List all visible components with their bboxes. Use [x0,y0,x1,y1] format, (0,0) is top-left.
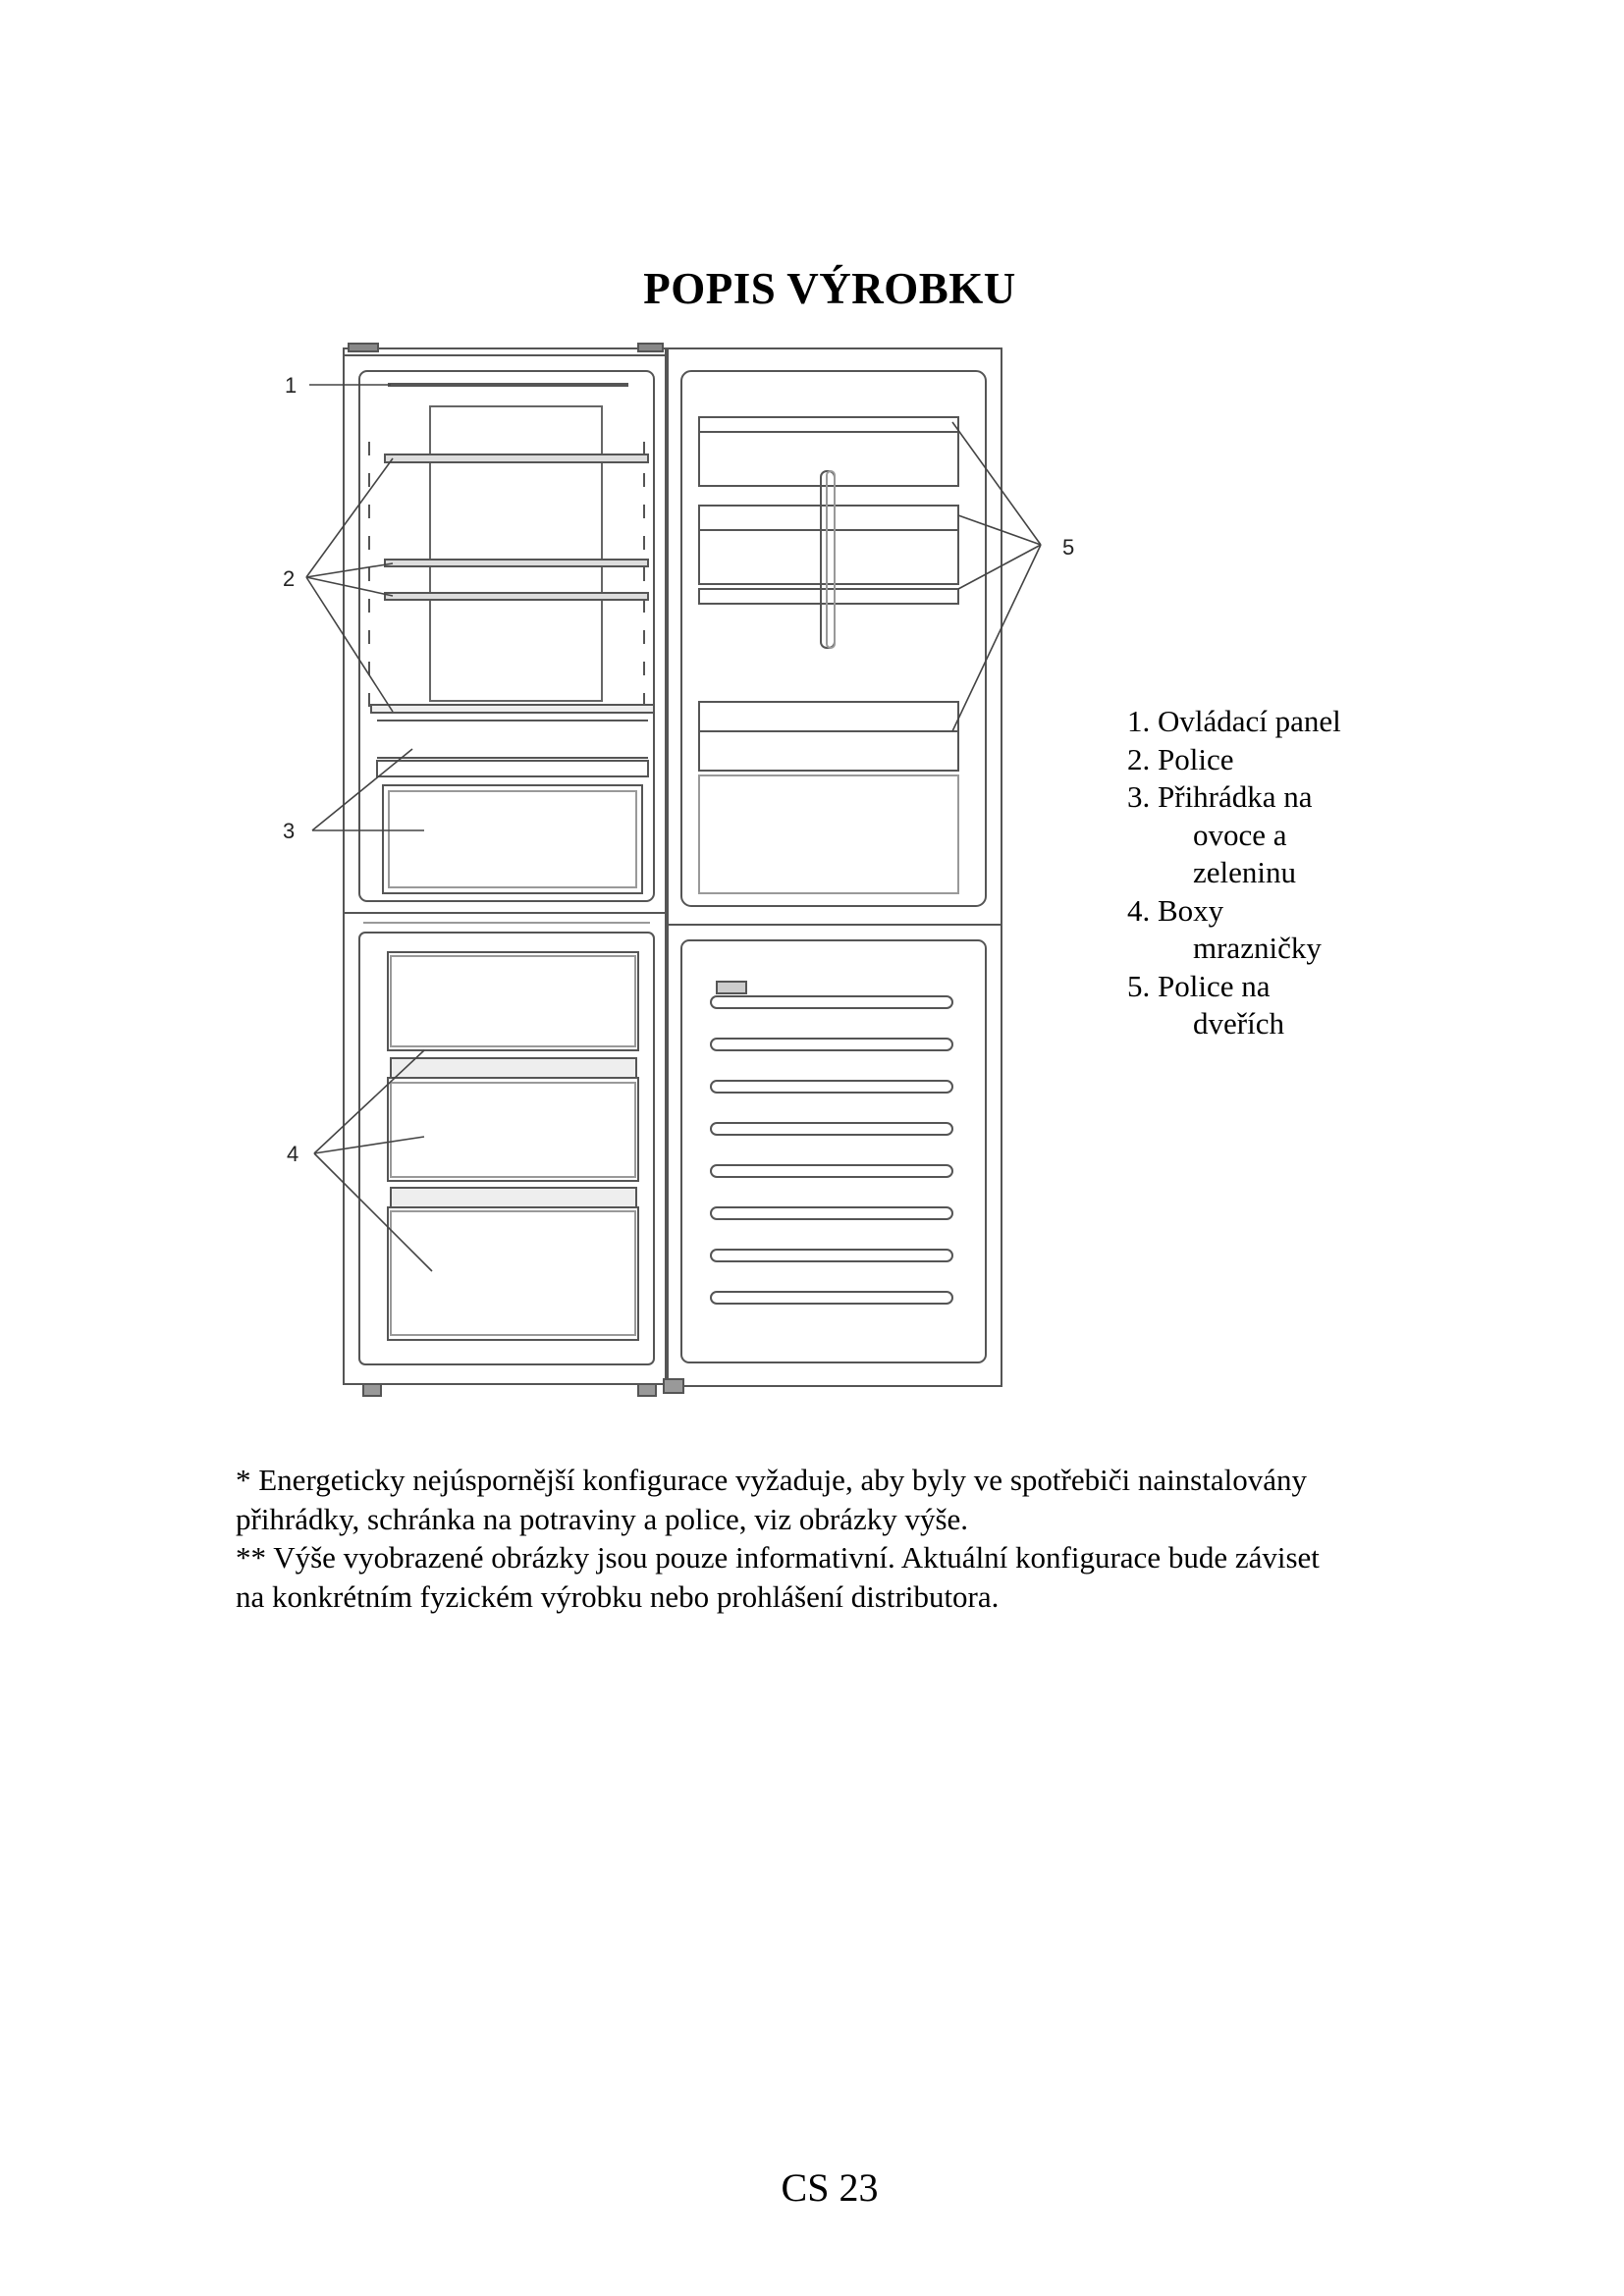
legend-item-5-cont: dveřích [1193,1006,1284,1041]
legend-item-5: 5. Police na [1127,968,1271,1003]
freezer-drawer [388,1207,638,1340]
note-line: na konkrétním fyzickém výrobku nebo prohlášení distributora. [236,1578,1000,1614]
display-icon [717,982,746,993]
shelf [385,593,648,600]
freezer-drawer [388,952,638,1050]
shelf [385,560,648,566]
door-shelf [699,589,958,604]
legend-item-4: 4. Boxy [1127,892,1224,928]
note-line: * Energeticky nejúspornější konfigurace vyžaduje, aby byly ve spotřebiči nainstalovány [236,1463,1307,1497]
note-line: přihrádky, schránka na potraviny a police, viz obrázky výše. [236,1501,969,1536]
legend-item-1: 1. Ovládací panel [1127,704,1341,738]
legend-item-3-cont: ovoce a [1193,817,1287,852]
callout-3: 3 [283,819,296,843]
shelf [385,454,648,462]
page-title: POPIS VÝROBKU [643,264,1016,313]
parts-legend [1127,703,1341,1043]
legend-item-3: 3. Přihrádka na [1127,779,1313,814]
door-shelf [699,417,958,486]
freezer-drawer [388,1078,638,1181]
door-shelf [699,702,958,771]
legend-item-4-cont: mrazničky [1193,931,1322,965]
cabinet-body [344,348,668,1384]
page-number: CS 23 [781,2165,879,2210]
note-line: ** Výše vyobrazené obrázky jsou pouze informativní. Aktuální konfigurace bude záviset [236,1540,1320,1575]
callout-4: 4 [287,1142,299,1166]
legend-item-2: 2. Police [1127,741,1234,776]
crisper-drawer [383,785,642,893]
footnotes [236,1461,1453,1616]
callout-5: 5 [1062,535,1075,560]
callout-2: 2 [283,566,296,591]
legend-item-3-cont: zeleninu [1193,855,1297,889]
callout-1: 1 [285,373,298,398]
door-shelf [699,506,958,584]
